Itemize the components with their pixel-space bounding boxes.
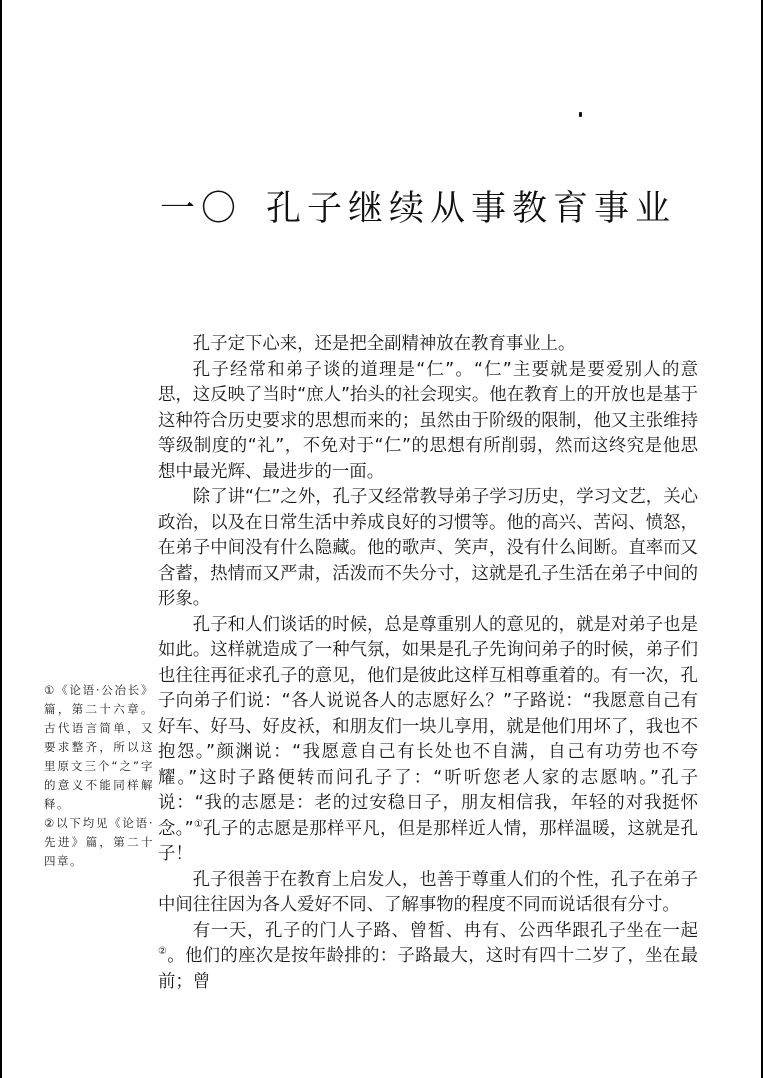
footnote-marker-1: ① [193, 818, 204, 830]
paragraph-text: 孔子的志愿是那样平凡，但是那样近人情，那样温暖，这就是孔子！ [158, 818, 698, 864]
chapter-title [160, 181, 676, 231]
paragraph: 孔子很善于在教育上启发人，也善于尊重人们的个性，孔子在弟子中间往往因为各人爱好不同、了解事物的程度不同而说话很有分寸。 [158, 869, 698, 915]
paragraph: 孔子定下心来，还是把全副精神放在教育事业上。 [192, 334, 576, 354]
paragraph [158, 613, 698, 868]
margin-note-2: ②以下均见《论语·先进》篇，第二十四章。 [44, 816, 154, 868]
margin-notes [44, 681, 154, 871]
paragraph: 孔子经常和弟子谈的道理是“仁”。“仁”主要就是要爱别人的意思，这反映了当时“庶人”抬头的社会现实。他在教育上的开放也是基于这种符合历史要求的思想而来的；虽然由于阶级的限制，他又主张维持等级制度的“礼”，不免对于“仁”的思想有所削弱，然而这终究是他思想中最光辉、最进步的一面。 [158, 359, 698, 482]
body-text [158, 332, 698, 995]
margin-note-1: ①《论语·公冶长》篇，第二十六章。古代语言简单，又要求整齐，所以这里原文三个“之”字的意义不能同样解释。 [44, 683, 154, 811]
chapter-number: 一〇 [160, 189, 243, 230]
paragraph-text: 孔子和人们谈话的时候，总是尊重别人的意见的，就是对弟子也是如此。这样就造成了一种气氛，如果是孔子先询问弟子的时候，弟子们也往往再征求孔子的意见，他们是彼此这样互相尊重着的。有一次，孔子向弟子们说：“各人说说各人的志愿好么？”子路说：“我愿意自己有好车、好马、好皮袄，和朋友们一块儿享用，就是他们用坏了，我也不抱怨。”颜渊说：“我愿意自己有长处也不自满，自己有功劳也不夸耀。”这时子路便转而问孔子了：“听听您老人家的志愿呐。”孔子说：“我的志愿是：老的过安稳日子，朋友相信我，年轻的对我挺怀念。” [158, 614, 698, 839]
footnote-marker-2: ② [158, 946, 168, 958]
chapter-title-text: 孔子继续从事教育事业 [266, 189, 677, 230]
paragraph-text: 。他们的座次是按年龄排的：子路最大，这时有四十二岁了，坐在最前；曾 [158, 946, 698, 992]
paragraph: 除了讲“仁”之外，孔子又经常教导弟子学习历史，学习文艺，关心政治，以及在日常生活中养成良好的习惯等。他的高兴、苦闷、愤怒，在弟子中间没有什么隐藏。他的歌声、笑声，没有什么间断。直率而又含蓄，热情而又严肃，活泼而不失分寸，这就是孔子生活在弟子中间的形象。 [158, 487, 698, 609]
paragraph [158, 919, 698, 996]
scan-speck [579, 112, 582, 117]
paragraph-text: 有一天，孔子的门人子路、曾皙、冉有、公西华跟孔子坐在一起 [192, 920, 698, 941]
page-border-left [0, 0, 2, 1078]
